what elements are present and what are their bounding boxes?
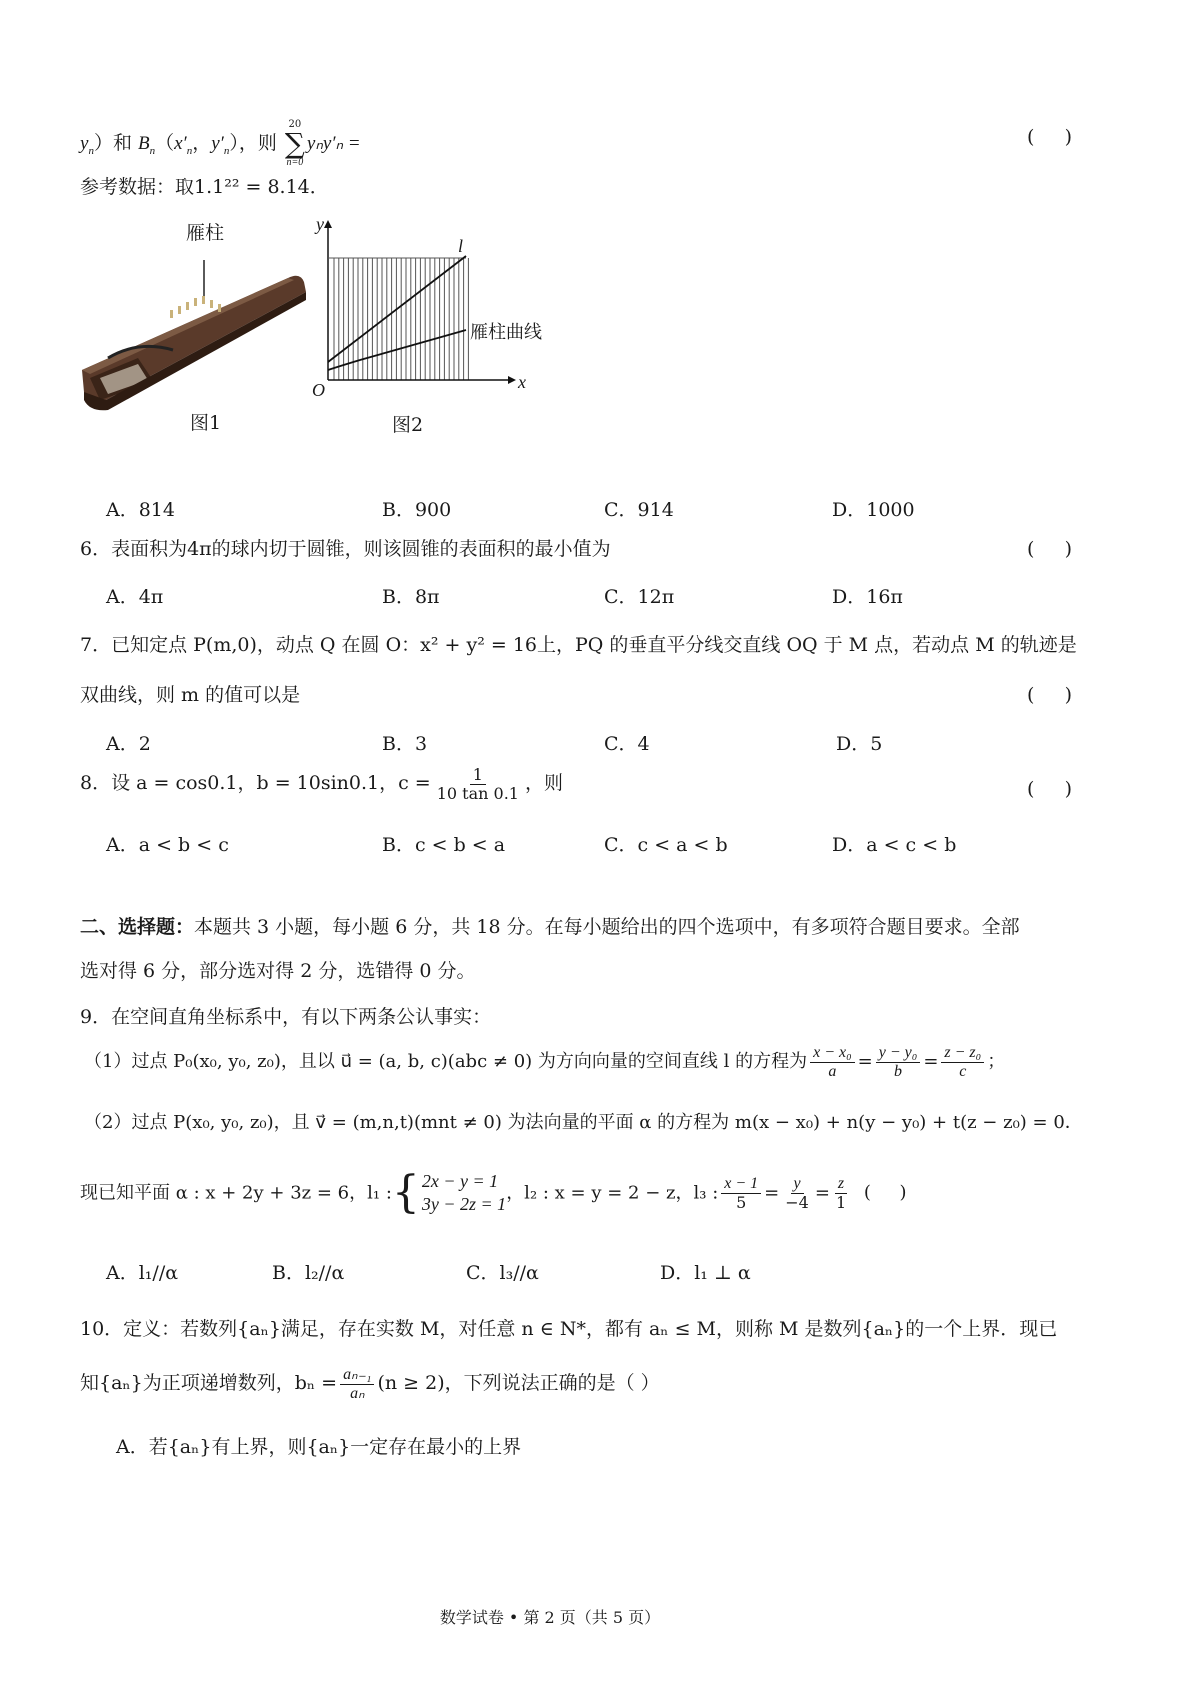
- q9-given-pre: 现已知平面 α : x + 2y + 3z = 6，l₁ :: [80, 1182, 392, 1204]
- q10-line2-pre: 知{aₙ}为正项递增数列，bₙ =: [80, 1372, 338, 1395]
- q7-stem-line2: 双曲线，则 m 的值可以是: [80, 684, 301, 706]
- section2-line1: [80, 916, 1020, 939]
- q8-option-c[interactable]: C．c < a < b: [604, 834, 728, 856]
- q7-paren: ( ): [1026, 684, 1072, 706]
- q5-line1: $y_n$）和 $B_n(x'_n$，$y'_n$），则 20 ∑ n=0 yₙy′ₙ =: [80, 119, 361, 168]
- q5-paren: ( ): [1026, 126, 1072, 148]
- q9-l3-frac-x: [721, 1175, 761, 1211]
- fig2-axis-x: x: [518, 372, 526, 392]
- q5-comma: ，: [192, 132, 212, 154]
- q9-l3-f1-den: 5: [736, 1192, 747, 1212]
- q10-frac-num: aₙ₋₁: [340, 1366, 374, 1385]
- q9-sys-row2: 3y − 2z = 1: [421, 1194, 507, 1215]
- fig2-curve-label: 雁柱曲线: [470, 322, 542, 343]
- q7-option-a[interactable]: A．2: [106, 733, 151, 755]
- q10-fraction: [340, 1366, 374, 1402]
- q8-pre: 8．设 a = cos0.1，b = 10sin0.1，c =: [80, 772, 431, 795]
- q9-given-mid: ，l₂ : x = y = 2 − z，l₃ :: [506, 1182, 719, 1204]
- q9-f2-num: y − y₀: [876, 1044, 921, 1063]
- q5-ynp: y′: [211, 133, 224, 154]
- q10-stem-line1: 10．定义：若数列{aₙ}满足，存在实数 M，对任意 n ∈ N*，都有 aₙ ≤ M，则称 M 是数列{aₙ}的一个上界．现已: [80, 1318, 1058, 1340]
- sum-expr: yₙy′ₙ =: [306, 133, 361, 154]
- q6-stem: 6．表面积为4π的球内切于圆锥，则该圆锥的表面积的最小值为: [80, 538, 611, 560]
- q9-l3-f2-num: y: [791, 1175, 804, 1194]
- fig2-origin: O: [312, 380, 325, 400]
- q5-yn: y: [80, 133, 89, 154]
- q8-option-a[interactable]: A．a < b < c: [106, 834, 229, 856]
- q9-fact1-end: ；: [987, 1051, 1006, 1073]
- q9-option-d[interactable]: D．l₁ ⊥ α: [660, 1262, 751, 1284]
- q10-line2-post: (n ≥ 2)，下列说法正确的是（ ）: [377, 1372, 660, 1395]
- section2-desc-1: 本题共 3 小题，每小题 6 分，共 18 分。在每小题给出的四个选项中，有多项符合题目要求。全部: [194, 916, 1020, 938]
- fig2-axis-y: y: [316, 214, 324, 234]
- q6-paren: ( ): [1026, 538, 1072, 560]
- q9-f3-num: z − z₀: [941, 1044, 984, 1063]
- q9-sys-row1: 2x − y = 1: [421, 1171, 499, 1191]
- q7-option-c[interactable]: C．4: [604, 733, 650, 755]
- q8-option-d[interactable]: D．a < c < b: [832, 834, 957, 856]
- q5-and: ）和: [93, 132, 132, 154]
- q9-option-b[interactable]: B．l₂//α: [272, 1262, 345, 1284]
- sum-bottom: n=0: [286, 157, 304, 168]
- q9-l3-frac-z: [833, 1175, 849, 1211]
- q5-option-b[interactable]: B．900: [382, 499, 452, 521]
- q5-Bn: B: [138, 133, 150, 154]
- q6-option-d[interactable]: D．16π: [832, 586, 903, 608]
- fig2-line-label: l: [458, 236, 464, 256]
- q5-option-d[interactable]: D．1000: [832, 499, 915, 521]
- q9-l3-frac-y: [782, 1175, 812, 1211]
- q9-f1-den: a: [828, 1062, 837, 1080]
- q9-fact1-text: （1）过点 P₀(x₀, y₀, z₀)，且以 u⃗ = (a, b, c)(abc ≠ 0) 为方向向量的空间直线 l 的方程为: [84, 1051, 808, 1073]
- q7-option-b[interactable]: B．3: [382, 733, 428, 755]
- fig1-caption: 图1: [190, 412, 222, 434]
- section2-line2: 选对得 6 分，部分选对得 2 分，选错得 0 分。: [80, 960, 476, 982]
- q8-frac-den: 10 tan 0.1: [436, 783, 519, 803]
- q7-stem-line1: 7．已知定点 P(m,0)，动点 Q 在圆 O：x² + y² = 16上，PQ 的垂直平分线交直线 OQ 于 M 点，若动点 M 的轨迹是: [80, 634, 1077, 656]
- q9-intro: 9．在空间直角坐标系中，有以下两条公认事实：: [80, 1006, 492, 1028]
- q9-option-a[interactable]: A．l₁//α: [106, 1262, 179, 1284]
- q7-option-d[interactable]: D．5: [836, 733, 883, 755]
- q10-stem-line2: [80, 1366, 660, 1402]
- q8-stem: [80, 766, 563, 802]
- q5-lp: （: [155, 132, 175, 154]
- sum-top: 20: [288, 119, 302, 130]
- q9-l3-f3-den: 1: [835, 1192, 847, 1212]
- q6-option-b[interactable]: B．8π: [382, 586, 440, 608]
- q5-reference: 参考数据：取1.1²² = 8.14．: [80, 176, 329, 198]
- q9-f3-den: c: [959, 1062, 967, 1080]
- q9-fact1: （1）过点 P₀(x₀, y₀, z₀)，且以 u⃗ = (a, b, c)(abc ≠ 0) 为方向向量的空间直线 l 的方程为 $\frac{\text{x − x₀}}{a}$ = $\frac{\text{y − y₀}}{b}$ = $\frac{\text{z − z₀}}{c}$ ；: [84, 1044, 1006, 1080]
- q9-given: 现已知平面 α : x + 2y + 3z = 6，l₁ : { 2x − y = 1 3y − 2z = 1 ，l₂ : x = y = 2 − z，l₃ : $\frac{x - 1}{5}$ = $\frac{y}{-4}$ = $\frac{z}{1}$ ( ): [80, 1167, 907, 1219]
- q8-post: ，则: [524, 772, 563, 795]
- q9-fact1-frac-z: [941, 1044, 984, 1080]
- q9-f1-num: x − x₀: [810, 1044, 855, 1063]
- q9-fact2: （2）过点 P(x₀, y₀, z₀)，且 v⃗ = (m,n,t)(mnt ≠ 0) 为法向量的平面 α 的方程为 m(x − x₀) + n(y − y₀) + t(z − z₀) = 0．: [84, 1112, 1083, 1133]
- q10-frac-den: aₙ: [350, 1384, 365, 1402]
- q5-option-a[interactable]: A．814: [106, 499, 175, 521]
- q6-option-c[interactable]: C．12π: [604, 586, 675, 608]
- q9-fact1-frac-y: [876, 1044, 921, 1080]
- q9-l3-f3-num: z: [835, 1175, 847, 1194]
- sum-sigma: [285, 120, 305, 168]
- q5-xn: x′: [174, 133, 187, 154]
- fig1-label: 雁柱: [186, 222, 225, 244]
- q8-frac-num: 1: [470, 766, 486, 785]
- fig2-caption: 图2: [392, 414, 424, 436]
- q8-paren: ( ): [1026, 778, 1072, 800]
- figure-2: [300, 212, 560, 442]
- page-footer: 数学试卷 • 第 2 页（共 5 页）: [439, 1608, 661, 1627]
- section2-heading: 二、选择题：: [80, 916, 195, 938]
- sum-sign: ∑: [284, 127, 305, 160]
- q5-option-c[interactable]: C．914: [604, 499, 674, 521]
- q5-then: ），则: [229, 132, 277, 154]
- figure-1: [78, 210, 338, 440]
- q10-option-a[interactable]: A．若{aₙ}有上界，则{aₙ}一定存在最小的上界: [116, 1436, 522, 1458]
- q9-paren: ( ): [863, 1182, 907, 1204]
- q9-l3-f1-num: x − 1: [721, 1175, 761, 1194]
- q9-f2-den: b: [894, 1062, 903, 1080]
- q8-option-b[interactable]: B．c < b < a: [382, 834, 506, 856]
- q9-l3-f2-den: −4: [785, 1192, 809, 1212]
- guzheng-image: [78, 240, 338, 430]
- q9-l1-system: { 2x − y = 1 3y − 2z = 1: [391, 1167, 507, 1219]
- q6-option-a[interactable]: A．4π: [106, 586, 164, 608]
- q9-option-c[interactable]: C．l₃//α: [466, 1262, 539, 1284]
- q9-fact1-frac-x: [810, 1044, 855, 1080]
- q8-fraction: [434, 766, 522, 802]
